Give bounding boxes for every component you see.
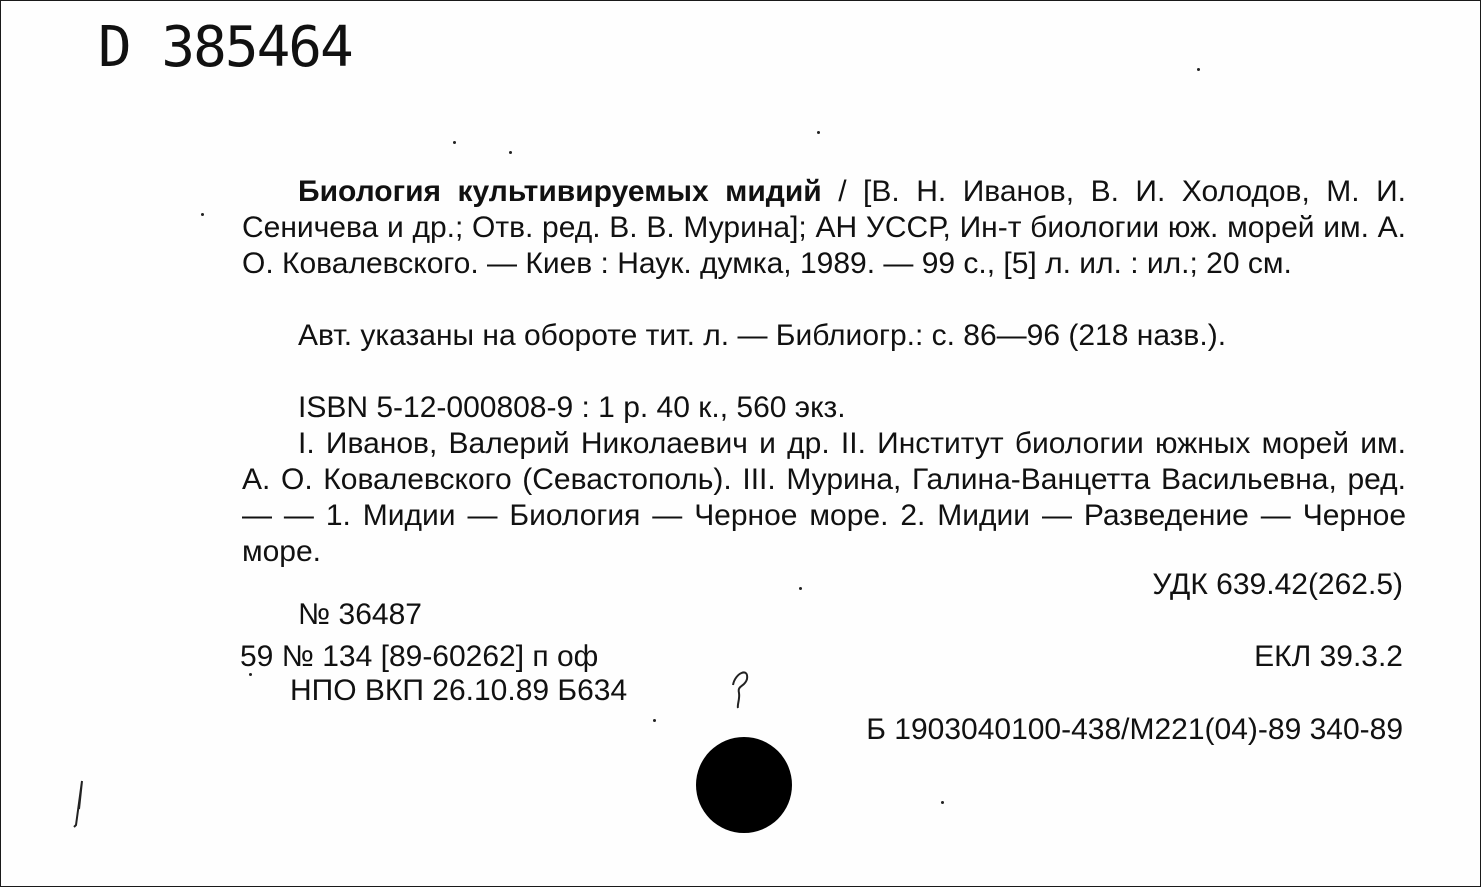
bibliographic-description [242, 174, 1406, 282]
scan-speck [509, 151, 512, 154]
order-line: 59 № 134 [89-60262] п оф [240, 640, 599, 673]
pencil-mark [729, 665, 755, 714]
scan-speck [941, 801, 944, 804]
responsibility-statement: / [В. Н. Иванов, В. И. Холодов, М. И. Сеничева и др.; Отв. ред. В. В. Мурина]; АН УССР, Ин-т биологии юж. морей им. А. О. Ковалевского. — Киев : Наук. думка, 1989. — 99 с., [5] л. ил. : ил.; 20 см. [242, 175, 1406, 280]
isbn-line: ISBN 5-12-000808-9 : 1 р. 40 к., 560 экз. [298, 391, 846, 424]
catalog-number: D 385464 [98, 15, 352, 80]
scan-speck [799, 587, 802, 590]
npo-line: НПО ВКП 26.10.89 Б634 [290, 674, 628, 707]
punch-hole [696, 737, 792, 833]
notes: Авт. указаны на обороте тит. л. — Библиогр.: с. 86—96 (218 назв.). [298, 319, 1227, 352]
udk-code: УДК 639.42(262.5) [1152, 568, 1403, 601]
scan-speck [817, 131, 820, 134]
inventory-number: № 36487 [298, 598, 422, 631]
b-code: Б 1903040100-438/М221(04)-89 340-89 [866, 713, 1403, 746]
scan-speck [201, 213, 204, 216]
pencil-mark [71, 779, 85, 834]
subject-headings: I. Иванов, Валерий Николаевич и др. II. Институт биологии южных морей им. А. О. Ковалевского (Севастополь). III. Мурина, Галина-Ванцетта Васильевна, ред. — — 1. Мидии — Биология — Черное море. 2. Мидии — Разведение — Черное море. [242, 427, 1406, 568]
scan-speck [1197, 68, 1200, 71]
ekl-code: ЕКЛ 39.3.2 [1254, 640, 1403, 673]
scan-speck [453, 141, 456, 144]
scan-speck [653, 719, 656, 722]
book-title: Биология культивируемых мидий [298, 175, 822, 208]
